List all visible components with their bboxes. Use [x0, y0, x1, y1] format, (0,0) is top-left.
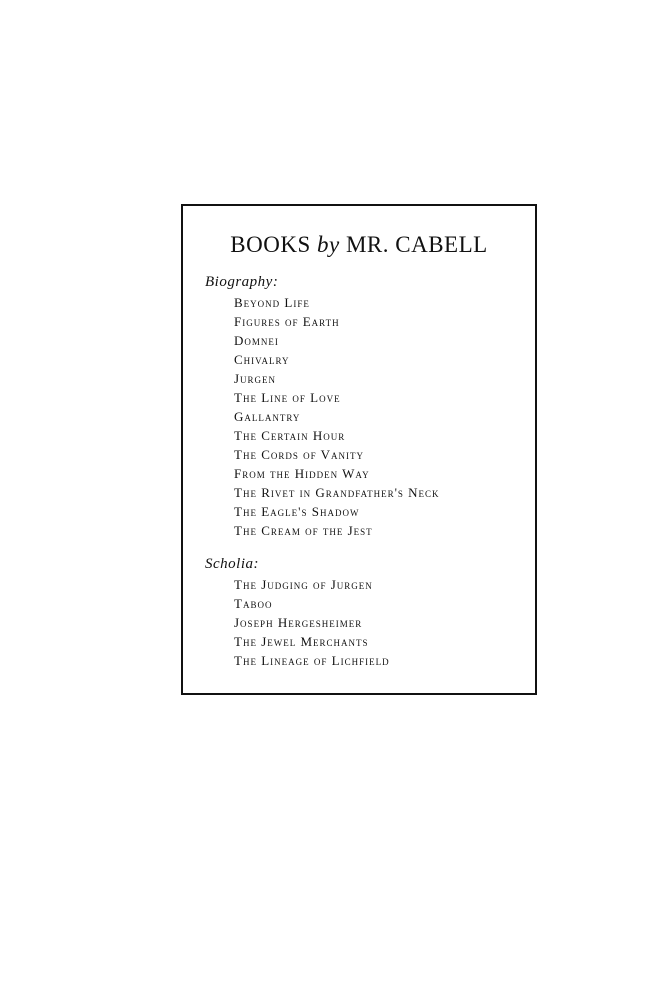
book-title: The Certain Hour — [234, 428, 346, 443]
title-text: BOOKS — [230, 232, 317, 257]
book-title: The Cream of the Jest — [234, 523, 373, 538]
book-title: Figures of Earth — [234, 314, 340, 329]
book-title: Chivalry — [234, 352, 290, 367]
book-title: Domnei — [234, 333, 279, 348]
book-title: Gallantry — [234, 409, 301, 424]
book-title: The Lineage of Lichfield — [234, 653, 390, 668]
book-title: The Eagle's Shadow — [234, 504, 360, 519]
book-title: The Cords of Vanity — [234, 447, 365, 462]
book-title: Taboo — [234, 596, 273, 611]
book-title: From the Hidden Way — [234, 466, 370, 481]
title-author: MR. CABELL — [339, 232, 488, 257]
book-title: The Rivet in Grandfather's Neck — [234, 485, 440, 500]
biography-list — [234, 293, 440, 540]
title-by: by — [317, 232, 340, 257]
book-title: The Judging of Jurgen — [234, 577, 373, 592]
scholia-list — [234, 575, 390, 670]
book-title: Beyond Life — [234, 295, 310, 310]
book-title: The Jewel Merchants — [234, 634, 369, 649]
book-title: Jurgen — [234, 371, 277, 386]
page-title — [183, 232, 535, 258]
section-label-scholia: Scholia: — [205, 556, 259, 572]
book-title: Joseph Hergesheimer — [234, 615, 363, 630]
book-title: The Line of Love — [234, 390, 341, 405]
book-list-frame — [181, 204, 537, 695]
section-label-biography: Biography: — [205, 274, 279, 290]
